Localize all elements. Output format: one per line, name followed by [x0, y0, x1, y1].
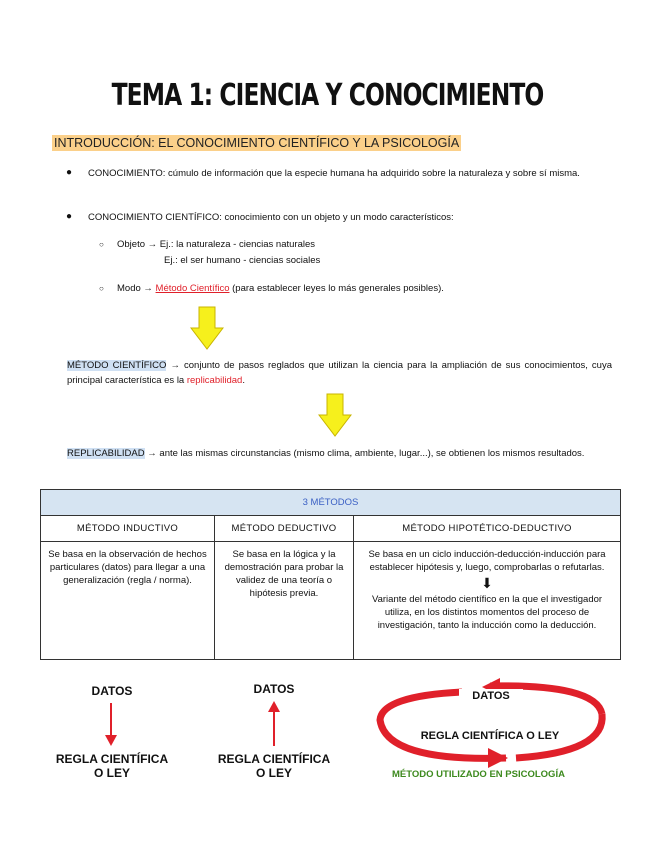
psicologia-caption: MÉTODO UTILIZADO EN PSICOLOGÍA — [392, 769, 565, 780]
bullet-dot: ● — [66, 211, 73, 222]
replicabilidad-text: → ante las mismas circunstancias (mismo clima, ambiente, lugar...), se obtienen los mismos resultados. — [147, 448, 585, 459]
column-header: MÉTODO INDUCTIVO — [41, 516, 215, 542]
objeto-line-1: Objeto → Ej.: la naturaleza - ciencias naturales — [117, 239, 316, 250]
arrow-down-icon — [103, 703, 119, 747]
metodo-cientifico-term: MÉTODO CIENTÍFICO — [67, 360, 167, 371]
metodo-end: . — [242, 375, 245, 386]
diagram3-datos: DATOS — [459, 689, 523, 703]
objeto-line-2: Ej.: el ser humano - ciencias sociales — [164, 255, 321, 266]
methods-table — [40, 489, 621, 660]
diagram3-regla: REGLA CIENTÍFICA O LEY — [420, 730, 560, 742]
diagram2-regla: REGLA CIENTÍFICA O LEY — [217, 752, 331, 780]
hipotetico-text-2: Variante del método científico en la que el investigador utiliza, en los distintos momentos del proceso de investigación, tanto la inducción como la deducción. — [371, 594, 603, 631]
down-arrow-icon — [318, 393, 352, 437]
arrow-up-icon — [266, 700, 282, 746]
modo-suffix: (para establecer leyes lo más generales posibles). — [232, 283, 444, 294]
bullet-conocimiento-cientifico: CONOCIMIENTO CIENTÍFICO: conocimiento con un objeto y un modo característicos: — [88, 212, 454, 223]
hipotetico-text-1: Se basa en un ciclo inducción-deducción-inducción para establecer hipótesis y, luego, comprobarlas o refutarlas. — [368, 549, 606, 573]
page-title: TEMA 1: CIENCIA Y CONOCIMIENTO — [111, 78, 544, 113]
metodo-cientifico-link[interactable]: Método Científico — [155, 283, 230, 294]
bullet-conocimiento: CONOCIMIENTO: cúmulo de información que la especie humana ha adquirido sobre la naturaleza y sobre sí misma. — [88, 168, 580, 179]
table-title: 3 MÉTODOS — [41, 490, 621, 516]
diagram2-datos: DATOS — [253, 682, 295, 696]
hipotetico-cell — [354, 542, 621, 660]
diagram1-datos: DATOS — [91, 684, 133, 698]
column-header: MÉTODO DEDUCTIVO — [215, 516, 354, 542]
metodo-cientifico-text: → conjunto de pasos reglados que utilizan la ciencia para la ampliación de sus conocimientos, cuya principal característica es la — [67, 360, 613, 386]
down-arrow-icon: ⬇ — [481, 575, 493, 591]
intro-heading: INTRODUCCIÓN: EL CONOCIMIENTO CIENTÍFICO Y LA PSICOLOGÍA — [54, 136, 460, 150]
deductivo-cell: Se basa en la lógica y la demostración para probar la validez de una teoría o hipótesis previa. — [215, 542, 354, 660]
inductivo-cell: Se basa en la observación de hechos particulares (datos) para llegar a una generalización (regla / norma). — [41, 542, 215, 660]
modo-line — [117, 281, 597, 296]
sub-bullet-circle: ○ — [99, 284, 104, 293]
bullet-dot: ● — [66, 167, 73, 178]
diagram1-regla: REGLA CIENTÍFICA O LEY — [55, 752, 169, 780]
down-arrow-icon — [190, 306, 224, 350]
metodo-cientifico-paragraph — [67, 358, 612, 388]
replicabilidad-term: REPLICABILIDAD — [67, 448, 145, 459]
replicabilidad-highlight: replicabilidad — [186, 375, 243, 386]
sub-bullet-circle: ○ — [99, 240, 104, 249]
replicabilidad-paragraph — [67, 446, 612, 461]
column-header: MÉTODO HIPOTÉTICO-DEDUCTIVO — [354, 516, 621, 542]
modo-prefix: Modo → — [117, 283, 153, 294]
